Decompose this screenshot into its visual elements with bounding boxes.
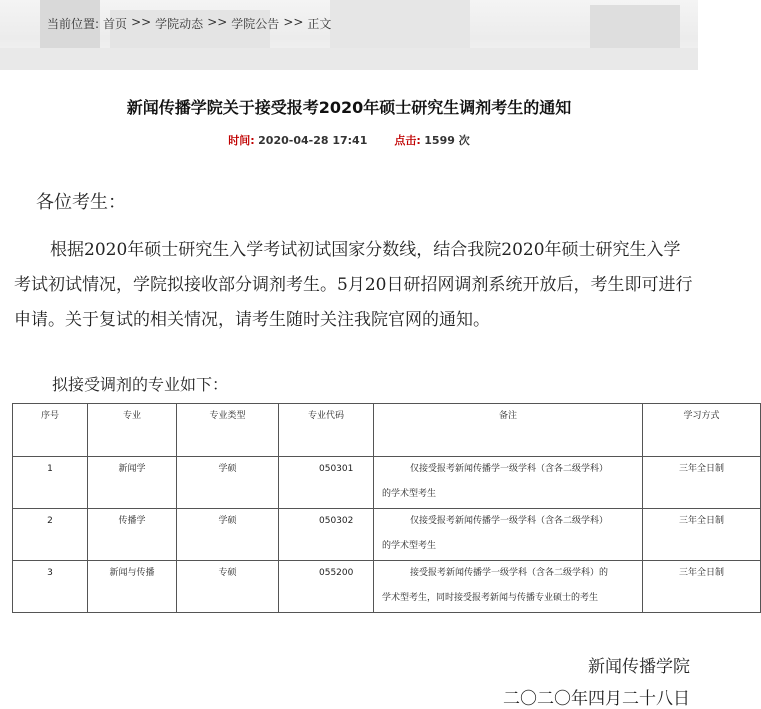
header-note: 备注	[374, 404, 643, 457]
banner-image-block	[0, 48, 698, 70]
views-value: 1599 次	[424, 134, 470, 147]
majors-table	[12, 403, 761, 613]
signature: 新闻传播学院	[588, 657, 690, 677]
header-banner	[0, 0, 698, 70]
cell-mode: 三年全日制	[643, 457, 761, 509]
note-line: 的学术型考生	[382, 541, 437, 551]
cell-code: 050302	[279, 509, 374, 561]
cell-mode: 三年全日制	[643, 561, 761, 613]
time-label: 时间:	[228, 134, 255, 147]
banner-image-block	[330, 0, 470, 55]
breadcrumb-separator: >>	[131, 15, 152, 29]
cell-note	[374, 457, 643, 509]
cell-mode: 三年全日制	[643, 509, 761, 561]
cell-code: 055200	[279, 561, 374, 613]
note-line: 学术型考生，同时接受报考新闻与传播专业硕士的考生	[382, 593, 599, 603]
cell-code: 050301	[279, 457, 374, 509]
article-body: 根据2020年硕士研究生入学考试初试国家分数线，结合我院2020年硕士研究生入学考试初试情况，学院拟接收部分调剂考生。5月20日研招网调剂系统开放后，考生即可进行申请。关于复试的相关情况，请考生随时关注我院官网的通知。	[14, 240, 693, 330]
breadcrumb-current: 正文	[307, 17, 332, 31]
header-code: 专业代码	[279, 404, 374, 457]
breadcrumb-home-link[interactable]: 首页	[103, 17, 128, 31]
cell-note	[374, 561, 643, 613]
article-meta	[0, 132, 698, 148]
cell-type: 专硕	[177, 561, 279, 613]
cell-no: 3	[13, 561, 88, 613]
breadcrumb-news-link[interactable]: 学院动态	[155, 17, 204, 31]
cell-major: 新闻与传播	[88, 561, 177, 613]
article-title: 新闻传播学院关于接受报考2020年硕士研究生调剂考生的通知	[126, 98, 572, 117]
breadcrumb-notices-link[interactable]: 学院公告	[231, 17, 280, 31]
majors-intro: 拟接受调剂的专业如下：	[52, 375, 229, 394]
note-line: 仅接受报考新闻传播学一级学科（含各二级学科）	[410, 516, 609, 526]
table-row	[13, 509, 761, 561]
header-type: 专业类型	[177, 404, 279, 457]
note-line: 的学术型考生	[382, 489, 437, 499]
header-no: 序号	[13, 404, 88, 457]
header-major: 专业	[88, 404, 177, 457]
table-row	[13, 561, 761, 613]
breadcrumb-separator: >>	[283, 15, 304, 29]
note-line: 接受报考新闻传播学一级学科（含各二级学科）的	[410, 568, 609, 578]
breadcrumb-separator: >>	[207, 15, 228, 29]
table-header-row	[13, 404, 761, 457]
cell-note	[374, 509, 643, 561]
header-mode: 学习方式	[643, 404, 761, 457]
cell-major: 新闻学	[88, 457, 177, 509]
salutation: 各位考生：	[36, 192, 126, 213]
signature-date: 二〇二〇年四月二十八日	[503, 689, 690, 709]
table-row	[13, 457, 761, 509]
cell-type: 学硕	[177, 457, 279, 509]
time-value: 2020-04-28 17:41	[258, 134, 368, 147]
cell-type: 学硕	[177, 509, 279, 561]
cell-no: 2	[13, 509, 88, 561]
breadcrumb-prefix: 当前位置:	[47, 17, 100, 31]
note-line: 仅接受报考新闻传播学一级学科（含各二级学科）	[410, 464, 609, 474]
breadcrumb	[47, 15, 331, 32]
cell-major: 传播学	[88, 509, 177, 561]
views-label: 点击:	[394, 134, 421, 147]
cell-no: 1	[13, 457, 88, 509]
